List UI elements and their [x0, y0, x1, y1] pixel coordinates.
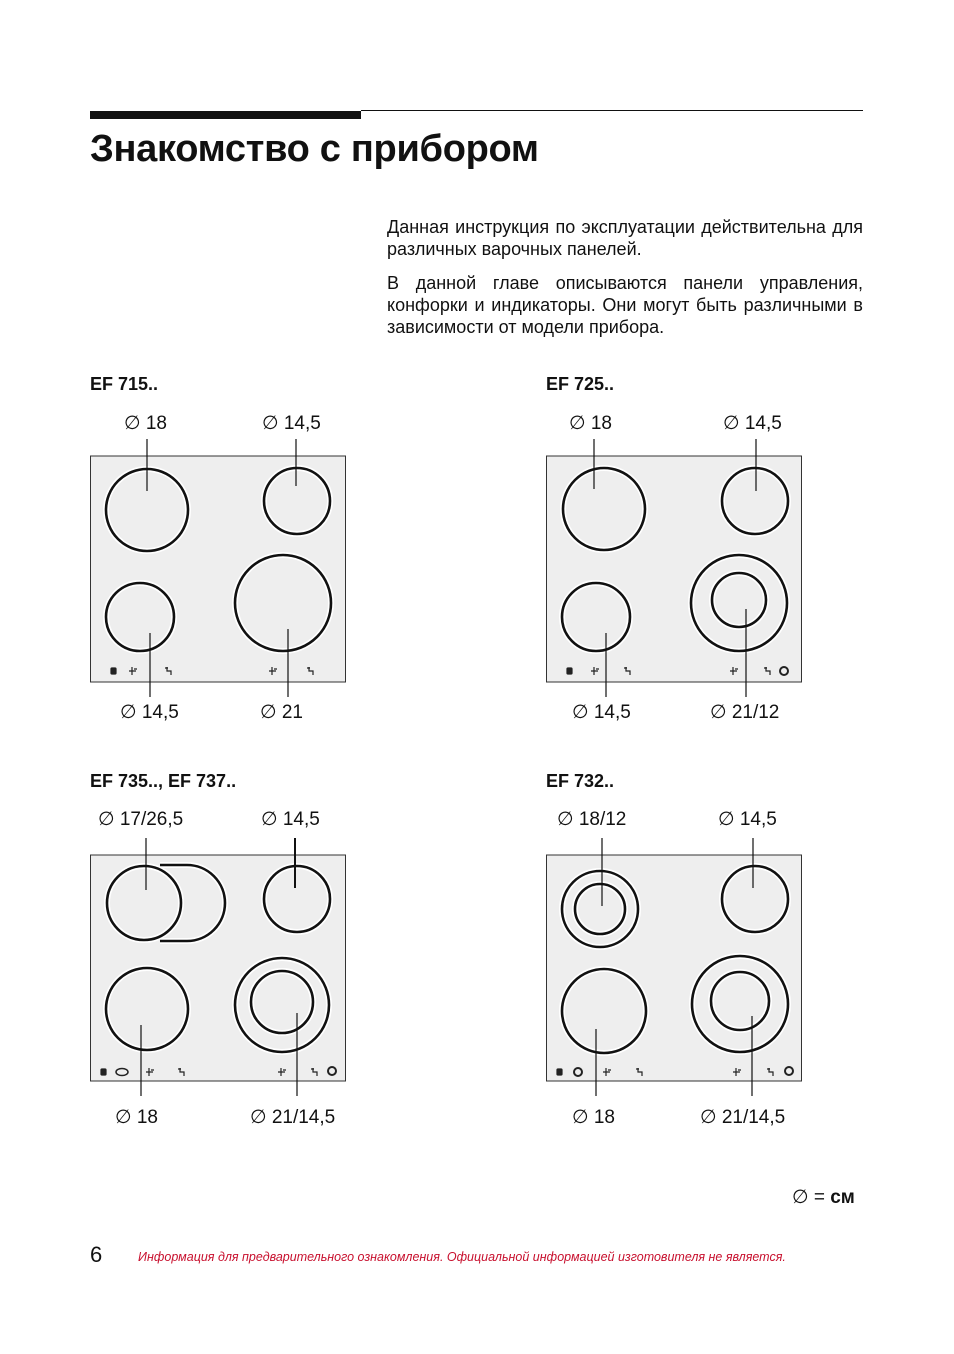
header-rule-thin — [361, 110, 863, 111]
dimension-label: ∅ 14,5 — [262, 413, 321, 434]
intro-paragraph-1: Данная инструкция по эксплуатации действительна для различных варочных панелей. — [387, 217, 863, 259]
intro-text — [387, 216, 863, 350]
dimension-label: ∅ 18 — [572, 1107, 615, 1128]
dimension-label: ∅ 17/26,5 — [98, 809, 184, 830]
dimension-label: ∅ 18 — [569, 413, 612, 434]
header-rule-thick — [90, 111, 361, 119]
intro-paragraph-2: В данной главе описываются панели управления, конфорки и индикаторы. Они могут быть различными в зависимости от модели прибора. — [387, 273, 863, 337]
dimension-label: ∅ 18 — [124, 413, 167, 434]
lock-icon — [101, 1069, 106, 1075]
dimension-label: ∅ 14,5 — [723, 413, 782, 434]
dimension-label: ∅ 21/14,5 — [700, 1107, 786, 1128]
dimension-label: ∅ 18/12 — [557, 809, 627, 830]
cooktop-diagram — [90, 439, 346, 695]
dimension-label: ∅ 21 — [260, 702, 303, 723]
legend-symbol: ∅ = — [792, 1187, 825, 1208]
page-title: Знакомство с прибором — [90, 128, 539, 170]
cooktop-diagram — [546, 439, 802, 695]
lock-icon — [557, 1069, 562, 1075]
lock-icon — [567, 668, 572, 674]
legend-unit: см — [830, 1187, 855, 1208]
page-number: 6 — [90, 1242, 103, 1267]
dimension-label: ∅ 14,5 — [261, 809, 320, 830]
cooktop-diagram — [546, 838, 802, 1094]
dimension-label: ∅ 21/14,5 — [250, 1107, 336, 1128]
dimension-label: ∅ 14,5 — [120, 702, 179, 723]
lock-icon — [111, 668, 116, 674]
model-heading: EF 732.. — [546, 771, 615, 791]
dimension-label: ∅ 14,5 — [572, 702, 631, 723]
dimension-label: ∅ 18 — [115, 1107, 158, 1128]
model-heading: EF 735.., EF 737.. — [90, 771, 237, 791]
model-heading: EF 715.. — [90, 374, 159, 394]
cooktop-diagram — [90, 838, 346, 1094]
dimension-label: ∅ 14,5 — [718, 809, 777, 830]
dimension-label: ∅ 21/12 — [710, 702, 780, 723]
unit-legend — [792, 1186, 855, 1209]
disclaimer: Информация для предварительного ознакомления. Официальной информацией изготовителя не является. — [138, 1250, 786, 1264]
model-heading: EF 725.. — [546, 374, 615, 394]
